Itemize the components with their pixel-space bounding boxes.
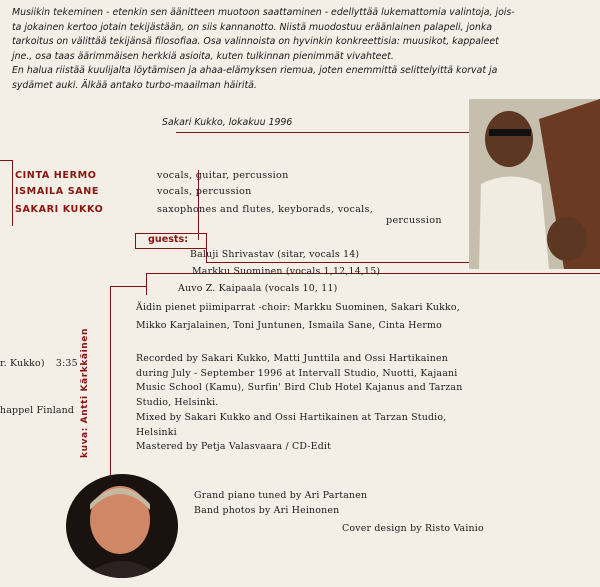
credit-piano: Grand piano tuned by Ari Partanen [194,490,368,501]
intro-line: Musiikin tekeminen - etenkin sen äänitteen muotoon saattaminen - edellyttää lukemattomia valintoja, jois- [12,7,515,18]
recording-line: Helsinki [136,426,177,438]
divider [146,273,147,295]
guest-line: Mikko Karjalainen, Toni Juntunen, Ismaila Sane, Cinta Hermo [136,320,442,331]
member-role: saxophones and flutes, keyborads, vocals, [157,204,374,215]
recording-line: Mixed by Sakari Kukko and Ossi Hartikainen at Tarzan Studio, [136,411,447,423]
divider [12,160,13,226]
band-photo [469,99,600,269]
intro-line: tarkoitus on välittää tekijänsä filosofiaa. Osa valinnoista on hyvinkin konkreettisia: muusikot, kappaleet [12,36,499,48]
intro-line: En halua riistää kuulijalta löytämisen ja ahaa-elämyksen riemua, joten enemmittä selittelyittä korvat ja [12,65,498,77]
credit-cover: Cover design by Risto Vainio [342,523,484,534]
intro-line: jne., osa taas äärimmäisen herkkiä asioita, kuten tulkinnan pienimmät vivahteet. [12,50,394,62]
guests-label: guests: [148,234,189,245]
recording-line: Mastered by Petja Valasvaara / CD-Edit [136,441,332,453]
guest-line: Markku Suominen (vocals 1,12,14,15) [192,266,381,277]
guest-line: Auvo Z. Kaipaala (vocals 10, 11) [178,283,338,294]
member-role: vocals, percussion [157,186,252,197]
member-name: SAKARI KUKKO [15,204,104,215]
recording-line: during July - September 1996 at Intervall Studio, Nuotti, Kajaani [136,367,458,379]
member-name: CINTA HERMO [15,170,97,181]
intro-line: ta jokainen kertoo jotain tekijästään, on siis kannanotto. Niistä muodostuu eräänlainen palapeli, jonka [12,21,492,33]
credit-photos: Band photos by Ari Heinonen [194,505,340,516]
recording-line: Music School (Kamu), Surfin' Bird Club Hotel Kajanus and Tarzan [136,382,463,394]
member-role-continued: percussion [386,215,442,226]
intro-line: sydämet auki. Älkää antako turbo-maailman häiritä. [12,79,257,91]
intro-text [12,6,532,94]
recording-info [136,352,462,455]
track-fragment [0,357,78,372]
divider [176,132,470,133]
label-fragment: happel Finland [0,405,75,416]
member-role: vocals, guitar, percussion [157,170,289,181]
recording-line: Recorded by Sakari Kukko, Matti Junttila and Ossi Hartikainen [136,353,448,364]
portrait-photo [66,474,178,578]
track-fragment-text: r. Kukko) [0,358,45,369]
guest-line: Baluji Shrivastav (sitar, vocals 14) [190,249,360,260]
divider [110,286,111,481]
member-name: ISMAILA SANE [15,186,100,197]
photo-credit-vertical: kuva: Antti Kärkkäinen [80,328,90,458]
track-time: 3:35 [55,358,78,369]
guests-label-box [135,233,207,249]
divider [0,160,12,161]
recording-line: Studio, Helsinki. [136,397,219,409]
divider [110,286,146,287]
guest-line: Äidin pienet piimiparrat -choir: Markku Suominen, Sakari Kukko, [136,302,460,313]
intro-signature: Sakari Kukko, lokakuu 1996 [162,117,293,128]
